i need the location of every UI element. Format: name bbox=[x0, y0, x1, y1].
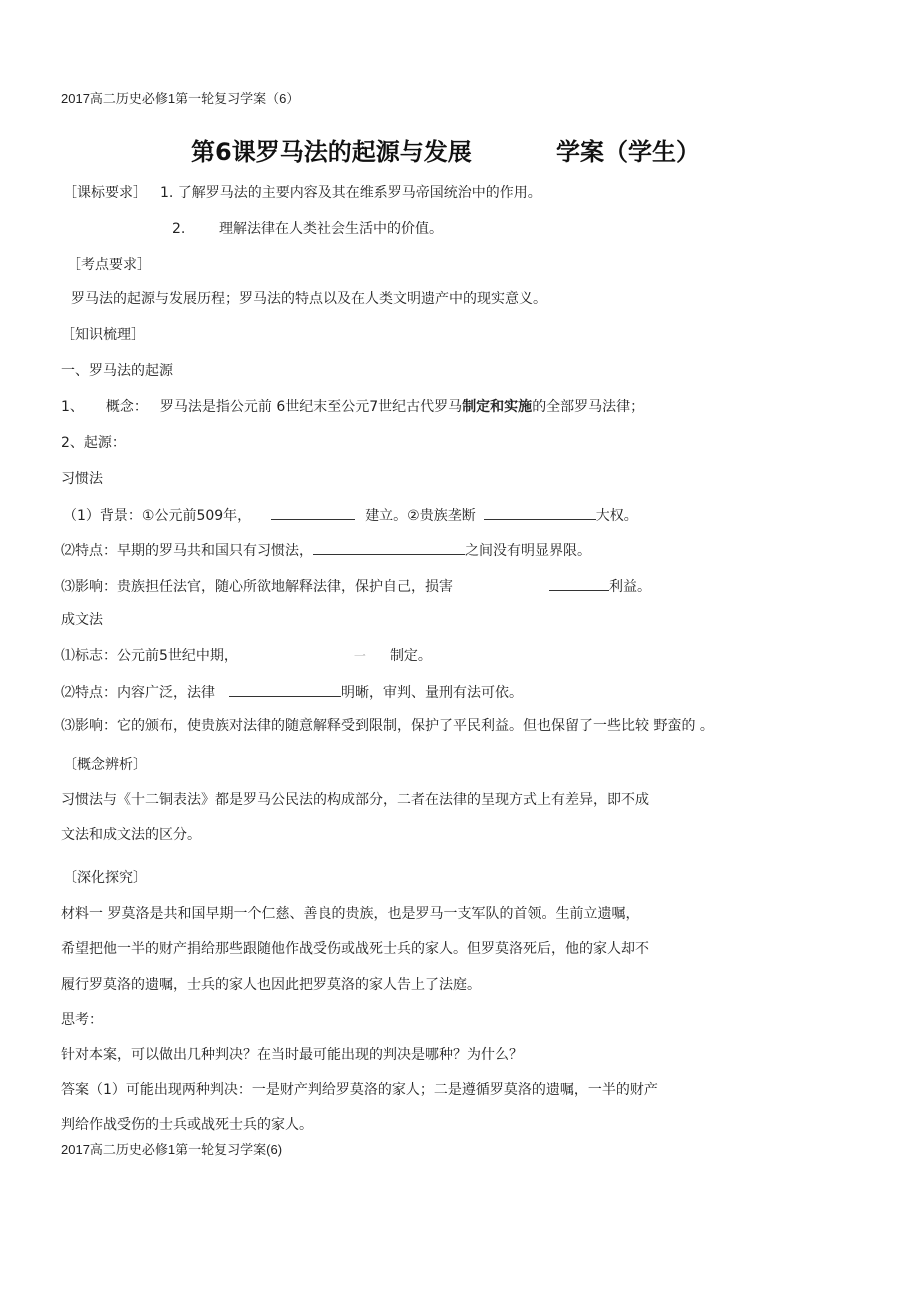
concept-analysis-label: 〔概念辨析〕 bbox=[63, 757, 147, 773]
custom-law-background bbox=[63, 505, 638, 525]
written-law-sign bbox=[61, 647, 432, 665]
requirement-item-2-number: 2. bbox=[172, 221, 186, 237]
requirement-item-1: 1. 了解罗马法的主要内容及其在维系罗马帝国统治中的作用。 bbox=[160, 185, 542, 201]
knowledge-label: ［知识梳理］ bbox=[61, 327, 145, 343]
requirement-item-2: 理解法律在人类社会生活中的价值。 bbox=[219, 221, 443, 237]
trait-text-b: 之间没有明显界限。 bbox=[465, 543, 591, 559]
concept-text-a: 罗马法是指公元前 6世纪末至公元7世纪古代罗马 bbox=[159, 399, 463, 415]
think-label: 思考： bbox=[61, 1012, 103, 1028]
lesson-subtitle: 学案（学生） bbox=[556, 138, 700, 166]
written-law-heading: 成文法 bbox=[61, 612, 103, 628]
effect-text-a: ⑶影响：贵族担任法官，随心所欲地解释法律，保护自己，损害 bbox=[61, 579, 453, 595]
written-trait-text-b: 明晰，审判、量刑有法可依。 bbox=[341, 685, 523, 701]
exam-points-label: ［考点要求］ bbox=[67, 257, 151, 273]
concept-label: 概念： bbox=[105, 399, 148, 415]
effect-text-b: 利益。 bbox=[609, 579, 651, 595]
inquiry-material-line-2: 希望把他一半的财产捐给那些跟随他作战受伤或战死士兵的家人。但罗莫洛死后，他的家人却不 bbox=[61, 941, 649, 957]
blank-background-2[interactable] bbox=[484, 505, 596, 520]
background-text-c: 大权。 bbox=[595, 508, 638, 524]
written-law-effect: ⑶影响：它的颁布，使贵族对法律的随意解释受到限制，保护了平民利益。但也保留了一些比较 野蛮的 。 bbox=[61, 718, 714, 734]
inquiry-material-line-3: 履行罗莫洛的遗嘱，士兵的家人也因此把罗莫洛的家人告上了法庭。 bbox=[61, 977, 481, 993]
written-law-trait bbox=[61, 682, 523, 702]
answer-line-1: 答案（1）可能出现两种判决：一是财产判给罗莫洛的家人；二是遵循罗莫洛的遗嘱，一半的财产 bbox=[61, 1082, 658, 1098]
requirements-label: ［课标要求］ bbox=[63, 185, 147, 201]
concept-number: 1、 bbox=[61, 399, 84, 415]
trait-text-a: ⑵特点：早期的罗马共和国只有习惯法， bbox=[61, 543, 313, 559]
custom-law-effect bbox=[61, 576, 651, 596]
concept-analysis-line-2: 文法和成文法的区分。 bbox=[61, 827, 201, 843]
question-text: 针对本案，可以做出几种判决？在当时最可能出现的判决是哪种？为什么？ bbox=[61, 1047, 523, 1063]
blank-background-1[interactable] bbox=[271, 505, 355, 520]
section-heading-origin: 一、罗马法的起源 bbox=[61, 363, 173, 379]
written-trait-text-a: ⑵特点：内容广泛，法律 bbox=[61, 685, 215, 701]
concept-text-b: 的全部罗马法律； bbox=[532, 399, 645, 415]
sign-text-a: ⑴标志：公元前5世纪中期， bbox=[61, 648, 238, 664]
exam-points-text: 罗马法的起源与发展历程；罗马法的特点以及在人类文明遗产中的现实意义。 bbox=[71, 291, 547, 307]
sign-text-b: 制定。 bbox=[389, 648, 432, 664]
document-header: 2017高二历史必修1第一轮复习学案（6） bbox=[61, 91, 300, 106]
lesson-title: 第6课罗马法的起源与发展 bbox=[191, 138, 472, 166]
concept-line bbox=[61, 398, 644, 416]
sign-mark: 一 bbox=[353, 649, 366, 663]
inquiry-material-line-1: 材料一 罗莫洛是共和国早期一个仁慈、善良的贵族，也是罗马一支军队的首领。生前立遗嘱， bbox=[61, 906, 640, 922]
origin-label: 2、起源： bbox=[61, 435, 126, 451]
concept-text-bold: 制定和实施 bbox=[462, 399, 533, 415]
document-footer: 2017高二历史必修1第一轮复习学案(6) bbox=[61, 1142, 283, 1157]
background-text-b: 建立。②贵族垄断 bbox=[365, 508, 476, 524]
custom-law-heading: 习惯法 bbox=[61, 471, 103, 487]
custom-law-trait bbox=[61, 540, 591, 560]
background-text-a: （1）背景：①公元前509年， bbox=[63, 508, 252, 524]
blank-written-trait[interactable] bbox=[229, 682, 341, 697]
blank-trait[interactable] bbox=[313, 540, 465, 555]
inquiry-label: 〔深化探究〕 bbox=[63, 870, 147, 886]
answer-line-2: 判给作战受伤的士兵或战死士兵的家人。 bbox=[61, 1117, 313, 1133]
concept-analysis-line-1: 习惯法与《十二铜表法》都是罗马公民法的构成部分，二者在法律的呈现方式上有差异，即不成 bbox=[61, 792, 649, 808]
blank-effect[interactable] bbox=[549, 576, 609, 591]
